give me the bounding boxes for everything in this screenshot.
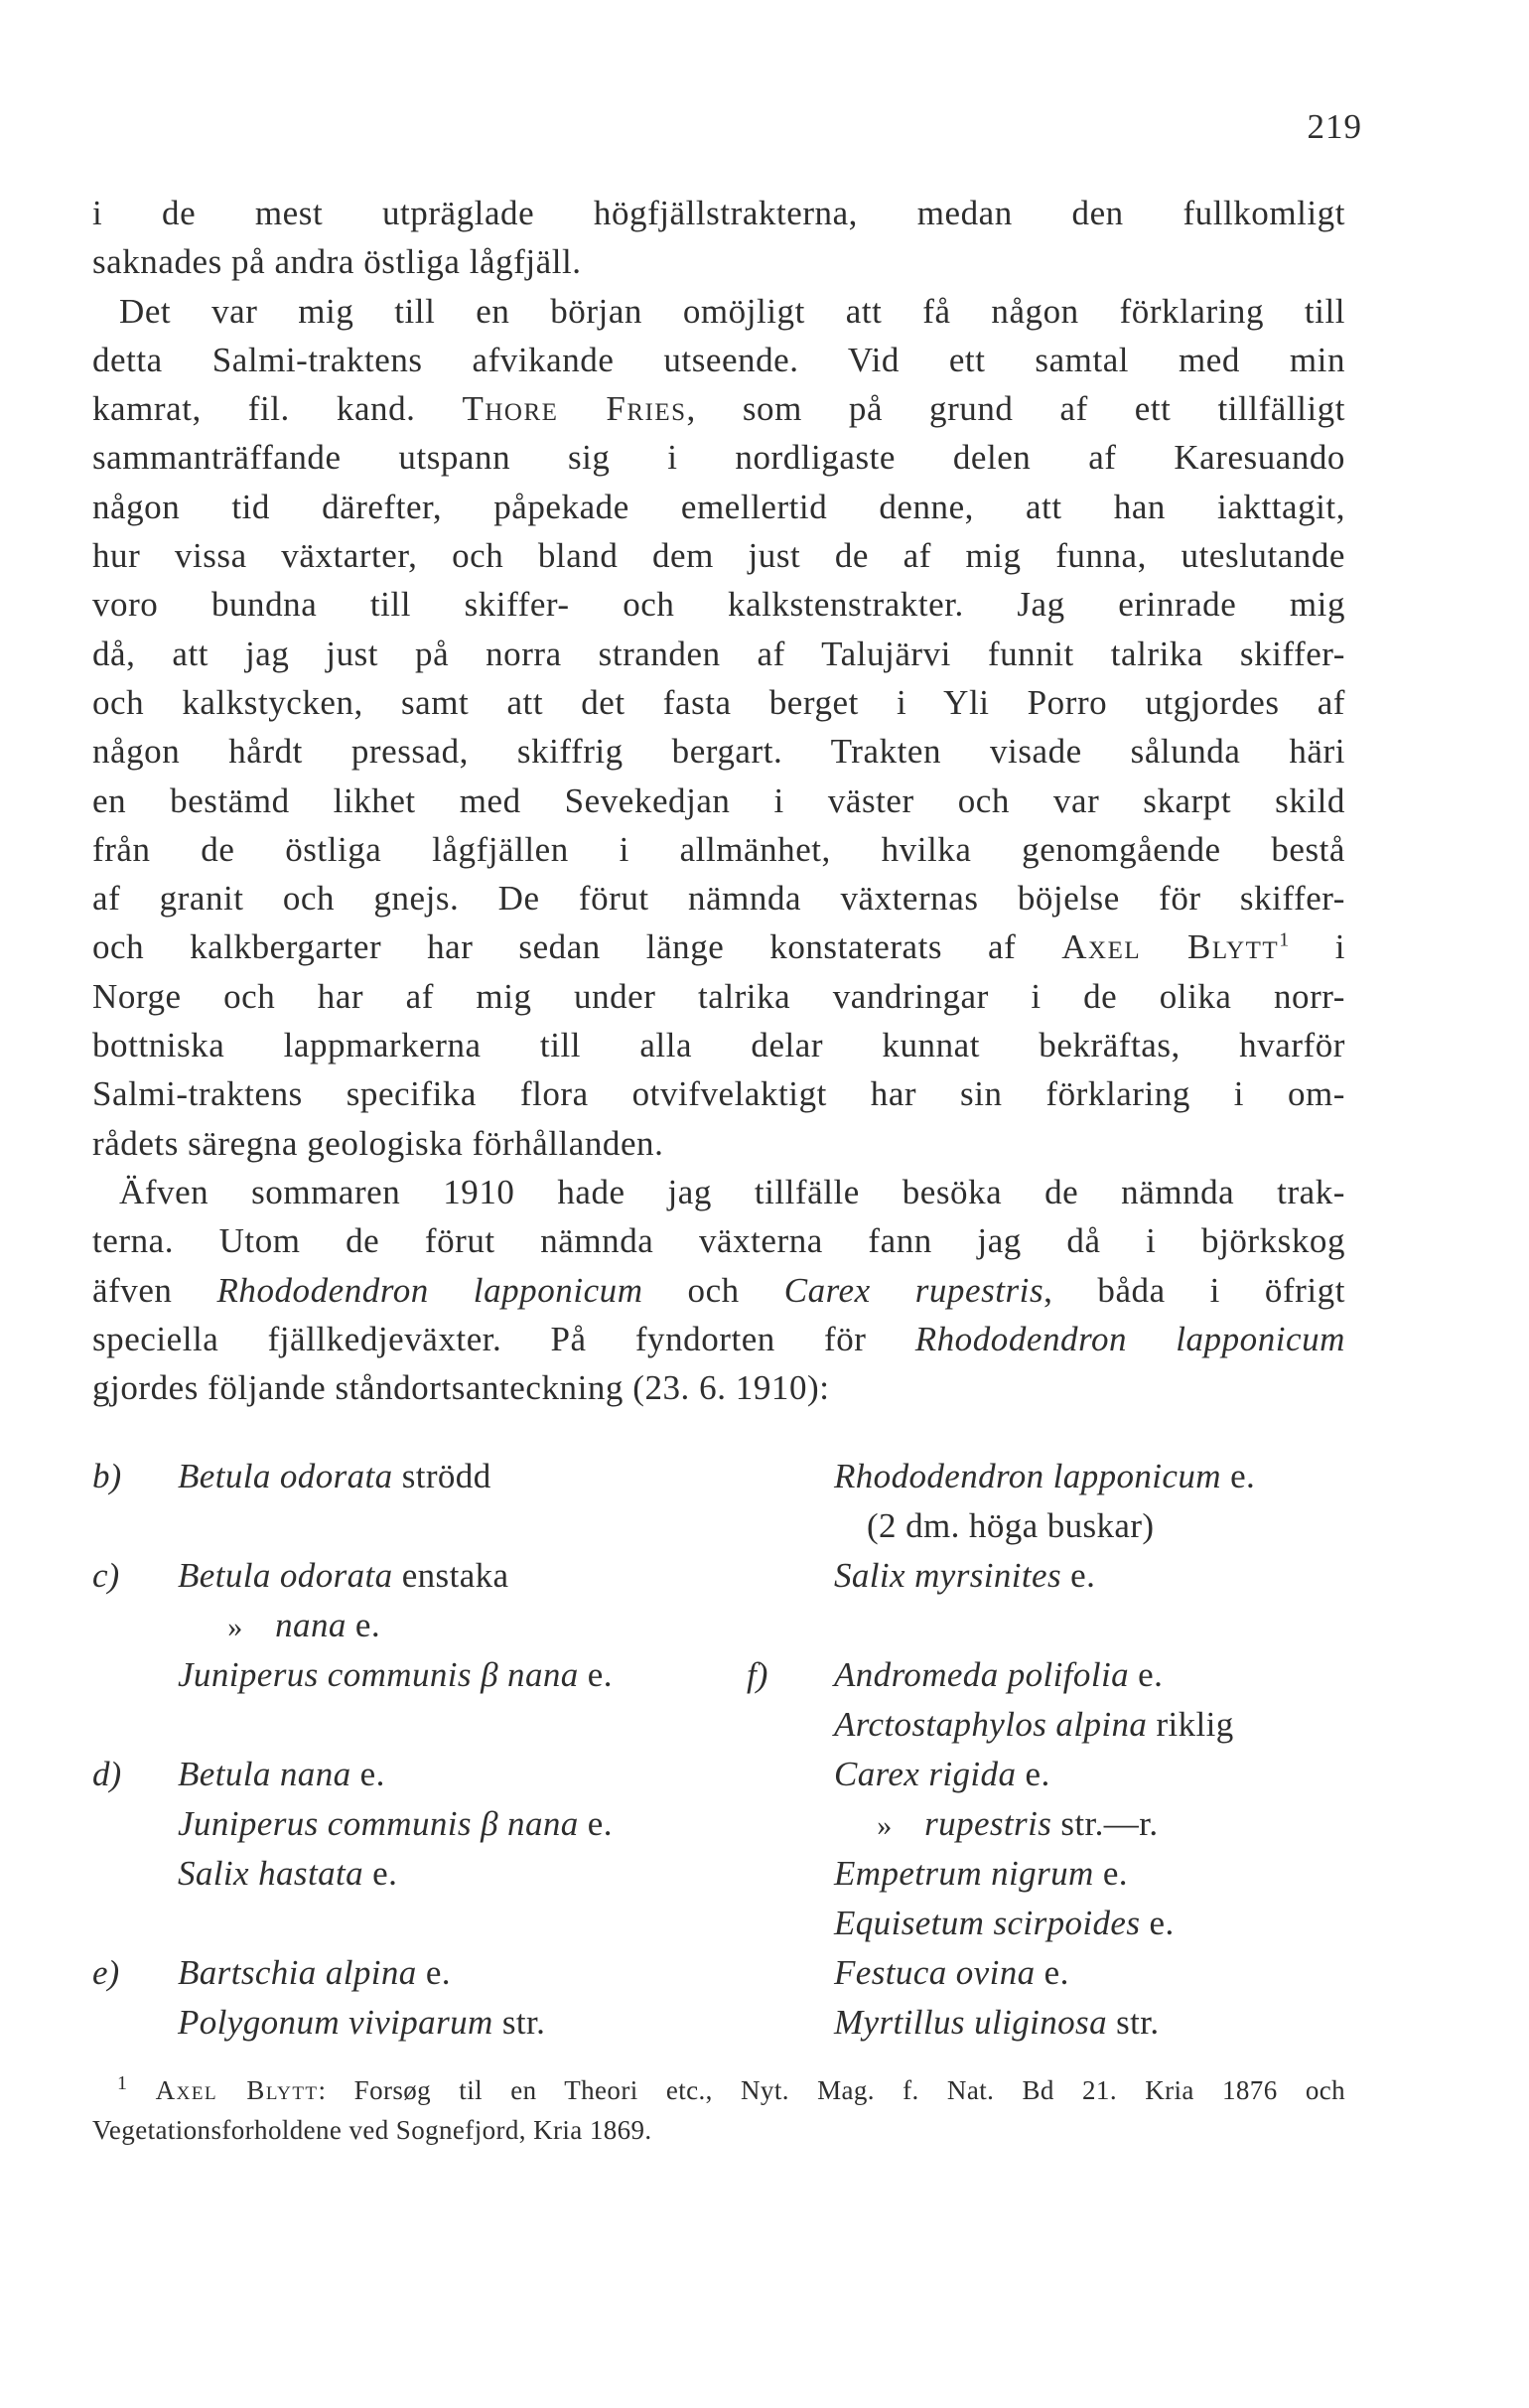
species-name: Andromeda polifolia [834,1655,1129,1694]
abundance: e. [346,1606,381,1644]
species-row [854,1799,1158,1849]
species-name: nana [275,1606,347,1644]
species-name: Empetrum nigrum [834,1854,1094,1893]
species-row [834,1452,1255,1501]
abundance: e. [1035,1953,1069,1992]
text-line: gjordes följande ståndortsanteckning (23. 6. 1910): [92,1368,830,1408]
abundance: e. [1220,1457,1256,1495]
abundance: e. [416,1953,451,1992]
footnote-line: Vegetationsforholdene ved Sognefjord, Kria 1869. [92,2115,652,2145]
abundance: str. [492,2003,546,2042]
species-name: Juniperus communis β nana [178,1804,579,1843]
text-segment: speciella fjällkedjeväxter. På fyndorten för [92,1319,915,1358]
abundance: e. [1093,1854,1128,1893]
footnote-text: : Forsøg til en Theori etc., Nyt. Mag. f. Nat. Bd 21. Kria 1876 och [318,2075,1345,2105]
text-segment: kamrat, fil. kand. [92,389,463,429]
species-row [178,1551,508,1601]
abundance: str.—r. [1051,1804,1159,1843]
species-name: Rhododendron lapponicum [834,1457,1221,1495]
species-row [834,1750,1050,1799]
species-name: Arctostaphylos alpina [834,1705,1148,1744]
text-segment: , som på grund af ett tillfälligt [686,389,1346,429]
text-line: sammanträffande utspann sig i nordligaste delen af Karesuando [92,438,1345,478]
species-row [205,1601,380,1650]
species-row [834,1650,1163,1700]
footnote-line [92,2070,1345,2110]
species-name: Equisetum scirpoides [834,1904,1141,1942]
species-name: Salix myrsinites [834,1556,1062,1595]
species-row [834,1700,1234,1750]
text-line: hur vissa växtarter, och bland dem just de af mig funna, uteslutande [92,536,1345,576]
page-number: 219 [1307,107,1362,146]
text-line [92,1315,1345,1363]
text-segment: och [642,1270,784,1310]
text-line: detta Salmi-traktens afvikande utseende. Vid ett samtal med min [92,340,1345,379]
species-name: Betula nana [178,1755,351,1793]
species-row [178,1998,545,2048]
footnote-ref: 1 [1279,928,1290,951]
ditto-mark: » [877,1809,893,1842]
section-label-f: f) [747,1655,768,1694]
section-label-e: e) [92,1953,120,1992]
section-label-b: b) [92,1457,122,1495]
text-line: från de östliga lågfjällen i allmänhet, hvilka genomgående bestå [92,829,1345,869]
text-line: någon hårdt pressad, skiffrig bergart. Trakten visade sålunda häri [92,732,1345,772]
species-row [178,1452,491,1501]
text-segment: äfven [92,1270,217,1310]
text-line: rådets säregna geologiska förhållanden. [92,1123,664,1163]
species-note: (2 dm. höga buskar) [867,1506,1155,1545]
abundance: e. [1061,1556,1096,1595]
species-name: Rhododendron lapponicum [914,1319,1345,1358]
species-name: Rhododendron lapponicum [216,1270,643,1310]
abundance: str. [1106,2003,1160,2042]
author-name: Thore Fries [462,389,687,429]
body-text [92,189,1345,1412]
ditto-mark: » [227,1611,243,1643]
text-line: Norge och har af mig under talrika vandringar i de olika norr- [92,976,1345,1016]
species-name: Juniperus communis β nana [178,1655,579,1694]
text-line: Det var mig till en början omöjligt att få någon förklaring till [119,291,1345,331]
text-segment: , båda i öfrigt [1043,1270,1345,1310]
text-line: någon tid därefter, påpekade emellertid denne, att han iakttagit, [92,487,1345,526]
species-row [834,1948,1069,1998]
abundance: e. [578,1655,613,1694]
species-name: rupestris [924,1804,1052,1843]
text-line: voro bundna till skiffer- och kalkstenstrakter. Jag erinrade mig [92,585,1345,625]
species-name: Bartschia alpina [178,1953,417,1992]
footnote-author: Axel Blytt [155,2075,319,2105]
section-label-c: c) [92,1556,120,1595]
text-line: saknades på andra östliga lågfjäll. [92,242,582,282]
text-line: en bestämd likhet med Sevekedjan i väster och var skarpt skild [92,780,1345,820]
text-line: terna. Utom de förut nämnda växterna fann jag då i björkskog [92,1221,1345,1261]
abundance: e. [1016,1755,1050,1793]
abundance: strödd [392,1457,491,1495]
species-name: Salix hastata [178,1854,364,1893]
abundance: e. [1128,1655,1164,1694]
species-row [178,1799,613,1849]
species-row [178,1650,613,1700]
species-name: Carex rigida [834,1755,1017,1793]
section-label-d: d) [92,1755,122,1793]
species-row [178,1948,451,1998]
species-name: Myrtillus uliginosa [834,2003,1107,2042]
species-name: Betula odorata [178,1457,393,1495]
abundance: e. [578,1804,613,1843]
species-row [834,1551,1095,1601]
species-row [178,1750,385,1799]
text-line: Salmi-traktens specifika flora otvifvelaktigt har sin förklaring i om- [92,1074,1345,1114]
species-row [834,1998,1160,2048]
footnote-mark: 1 [117,2072,128,2094]
text-line: och kalkstycken, samt att det fasta berget i Yli Porro utgjordes af [92,682,1345,722]
text-line [92,1266,1345,1315]
abundance: enstaka [392,1556,509,1595]
footnote [92,2070,1345,2150]
text-line [92,922,1345,971]
author-name: Axel Blytt [1061,927,1280,967]
abundance: e. [350,1755,385,1793]
abundance: e. [1140,1904,1175,1942]
species-name: Betula odorata [178,1556,393,1595]
species-name: Carex rupestris [783,1270,1044,1310]
text-line: Äfven sommaren 1910 hade jag tillfälle besöka de nämnda trak- [119,1172,1345,1211]
text-line [92,384,1345,433]
species-row [834,1899,1175,1948]
species-row [178,1849,397,1899]
species-name: Polygonum viviparum [178,2003,493,2042]
text-line: i de mest utpräglade högfjällstrakterna, medan den fullkomligt [92,194,1345,232]
abundance: e. [363,1854,398,1893]
text-segment: och kalkbergarter har sedan länge konstaterats af [92,927,1062,967]
text-segment: i [1289,927,1345,967]
text-line: då, att jag just på norra stranden af Talujärvi funnit talrika skiffer- [92,634,1345,673]
abundance: riklig [1147,1705,1234,1744]
text-line: af granit och gnejs. De förut nämnda växternas böjelse för skiffer- [92,879,1345,919]
text-line: bottniska lappmarkerna till alla delar kunnat bekräftas, hvarför [92,1026,1345,1065]
species-row [834,1849,1128,1899]
species-name: Festuca ovina [834,1953,1036,1992]
